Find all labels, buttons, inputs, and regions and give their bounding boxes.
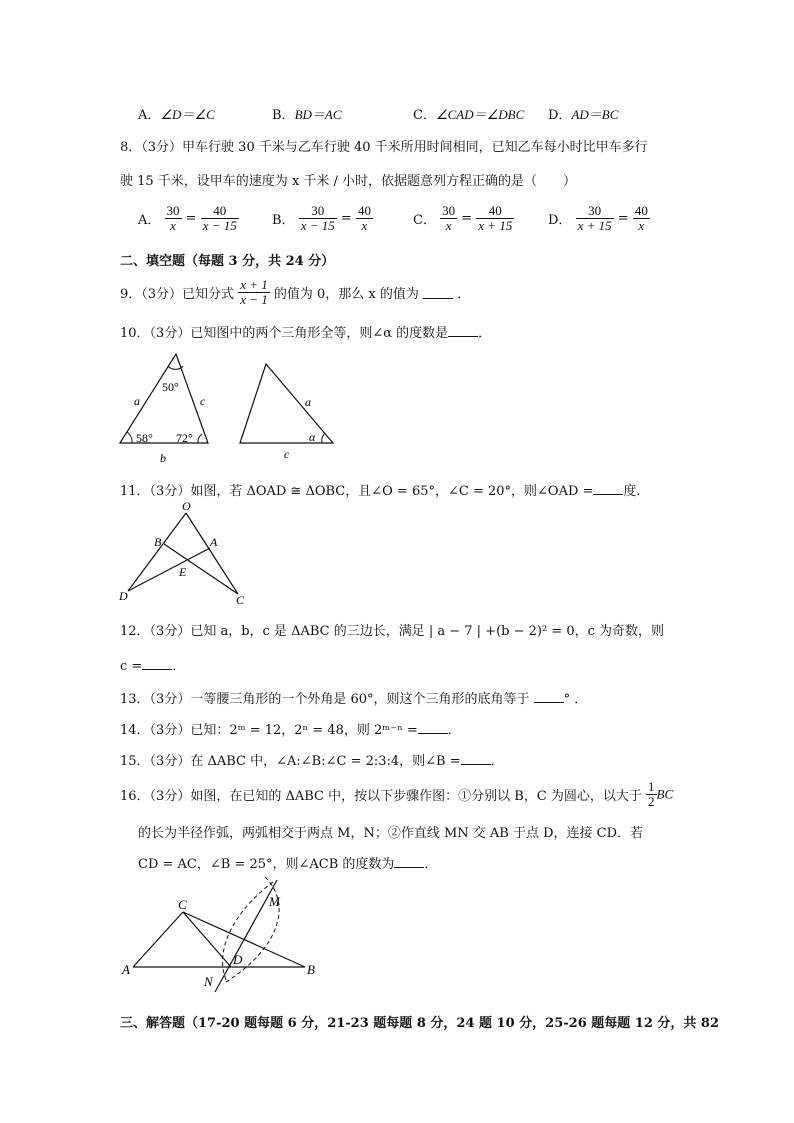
- point-label-a: A: [122, 962, 130, 977]
- q9-answer-blank: [423, 286, 453, 299]
- q7-option-d: D．AD＝BC: [548, 107, 619, 123]
- triangle-2: [240, 364, 333, 443]
- q13: 13．（3分）一等腰三角形的一个外角是 60°，则这个三角形的底角等于 ° ．: [120, 692, 588, 707]
- point-label-b: B: [307, 962, 315, 977]
- point-label-d: D: [119, 589, 128, 603]
- q13-answer-blank: [534, 690, 564, 703]
- q12-line1: 12．（3分）已知 a，b，c 是 ΔABC 的三边长，满足 | a − 7 | +(b − 2)² = 0，c 为奇数，则: [120, 624, 665, 639]
- q7-option-b: B．BD＝AC: [272, 107, 342, 123]
- q8-line1: 8．（3分）甲车行驶 30 千米与乙车行驶 40 千米所用时间相同，已知乙车每小时比甲车多行: [120, 140, 648, 155]
- side-label-c: c: [200, 394, 206, 408]
- angle-label-left: 58°: [136, 431, 153, 445]
- q10-figure: [110, 350, 350, 470]
- angle-label-right: 72°: [176, 431, 193, 445]
- q7-option-c: C．∠CAD＝∠DBC: [413, 107, 525, 123]
- q11: 11．（3分）如图，若 ΔOAD ≅ ΔOBC，且∠O = 65°，∠C = 20°，则∠OAD = 度．: [120, 484, 650, 499]
- side-label-b: b: [160, 451, 166, 465]
- point-label-b: B: [154, 535, 162, 549]
- q16-line3: CD = AC，∠B = 25°，则∠ACB 的度数为 ．: [138, 857, 438, 872]
- angle-arc-right: [198, 434, 202, 443]
- q12-line2: c = ．: [120, 659, 186, 674]
- q14: 14．（3分）已知：2ᵐ = 12，2ⁿ = 48，则 2ᵐ⁻ⁿ = ．: [120, 723, 461, 738]
- q16-answer-blank: [394, 855, 424, 868]
- q16-line2: 的长为半径作弧，两弧相交于两点 M，N；②作直线 MN 交 AB 于点 D，连接 CD．若: [138, 826, 644, 841]
- q11-answer-blank: [593, 482, 623, 495]
- section2-title: 二、填空题（每题 3 分，共 24 分）: [120, 254, 335, 269]
- point-label-d: D: [233, 952, 243, 967]
- q7-option-a: A．∠D＝∠C: [138, 107, 215, 123]
- angle-arc-alpha: [322, 433, 325, 443]
- t2-alpha-label: α: [309, 430, 316, 444]
- q9: 9．（3分）已知分式 $\frac{x + 1}{x - 1}$ 的值为 0，那么 x 的值为 ．: [120, 277, 471, 307]
- point-label-c: C: [236, 593, 245, 607]
- q14-answer-blank: [418, 721, 448, 734]
- t2-side-label-c: c: [284, 447, 290, 461]
- section3-title: 三、解答题（17-20 题每题 6 分，21-23 题每题 8 分，24 题 10 分，25-26 题每题 12 分，共 82: [120, 1016, 720, 1031]
- point-label-a: A: [210, 535, 218, 549]
- t2-side-label-a: a: [305, 395, 311, 409]
- q11-figure: [112, 498, 262, 610]
- point-label-c: C: [178, 897, 187, 912]
- q15-answer-blank: [461, 752, 491, 765]
- angle-label-top: 50°: [162, 380, 179, 394]
- point-label-o: O: [182, 499, 191, 513]
- q8-option-c: C． $\frac{30}{x}$ = $\frac{40}{x + 15}$: [413, 203, 513, 233]
- point-label-n: N: [204, 974, 213, 989]
- q8-option-d: D． $\frac{30}{x + 15}$ = $\frac{40}{x}$: [548, 203, 648, 233]
- point-label-e: E: [179, 565, 187, 579]
- q8-option-a: A． $\frac{30}{x}$ = $\frac{40}{x - 15}$: [138, 203, 237, 233]
- q8-line2: 驶 15 千米，设甲车的速度为 x 千米 / 小时，依据题意列方程正确的是（ ）: [120, 174, 577, 189]
- q15: 15．（3分）在 ΔABC 中，∠A:∠B:∠C = 2:3:4，则∠B = ．: [120, 754, 504, 769]
- q16-figure: [115, 872, 330, 997]
- q10: 10．（3分）已知图中的两个三角形全等，则∠α 的度数是 ．: [120, 326, 492, 341]
- point-label-m: M: [269, 894, 280, 909]
- q10-answer-blank: [448, 324, 478, 337]
- q12-answer-blank: [142, 657, 172, 670]
- q8-option-b: B． $\frac{30}{x - 15}$ = $\frac{40}{x}$: [272, 203, 371, 233]
- angle-arc-left: [127, 432, 132, 443]
- side-label-a: a: [134, 394, 140, 408]
- q16-line1: 16．（3分）如图，在已知的 ΔABC 中，按以下步骤作图：①分别以 B，C 为圆心，以大于 $\frac{1}{2}$ BC: [120, 779, 674, 809]
